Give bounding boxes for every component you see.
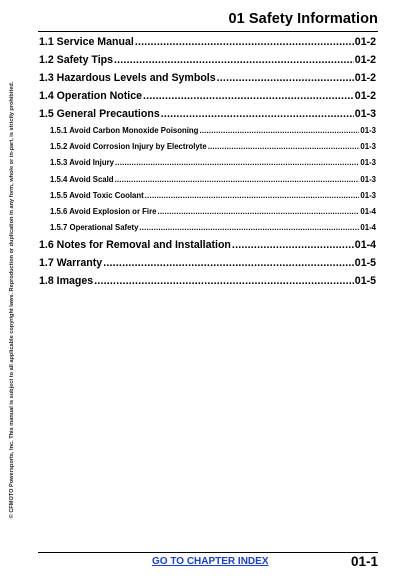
toc-entry-title: 1.5.3 Avoid Injury bbox=[50, 158, 114, 168]
toc-entry-1-5-2[interactable] bbox=[39, 142, 376, 158]
toc-leader-dots bbox=[114, 54, 354, 66]
toc-entry-title: 1.3 Hazardous Levels and Symbols bbox=[39, 72, 216, 84]
toc-entry-1-5-3[interactable] bbox=[39, 158, 376, 174]
toc-entry-page: 01-5 bbox=[354, 275, 376, 288]
toc-entry-title: 1.1 Service Manual bbox=[39, 36, 134, 48]
table-of-contents bbox=[39, 36, 376, 293]
toc-leader-dots bbox=[139, 223, 359, 232]
toc-entry-page: 01-2 bbox=[354, 36, 376, 48]
toc-entry-title: 1.5.1 Avoid Carbon Monoxide Poisoning bbox=[50, 126, 199, 135]
toc-entry-1-4[interactable] bbox=[39, 90, 376, 108]
toc-entry-page: 01-3 bbox=[360, 126, 376, 135]
copyright-notice-text: © CFMOTO Powersports, Inc. This manual is subject to all applicable copyright laws. Reproduction or duplication in any form, whole or in-part, is strictly prohibited. bbox=[9, 81, 15, 519]
chapter-index-link[interactable]: GO TO CHAPTER INDEX bbox=[152, 556, 269, 567]
toc-entry-title: 1.4 Operation Notice bbox=[39, 90, 143, 102]
toc-entry-page: 01-4 bbox=[360, 223, 376, 233]
toc-entry-page: 01-2 bbox=[354, 90, 376, 102]
toc-entry-1-2[interactable] bbox=[39, 54, 376, 72]
copyright-notice bbox=[6, 80, 18, 520]
toc-entry-1-7[interactable] bbox=[39, 257, 376, 275]
toc-entry-1-6[interactable] bbox=[39, 239, 376, 257]
toc-entry-page: 01-3 bbox=[360, 158, 376, 168]
toc-entry-1-3[interactable] bbox=[39, 72, 376, 90]
page-number: 01-1 bbox=[350, 554, 378, 569]
toc-entry-page: 01-5 bbox=[354, 257, 376, 270]
toc-leader-dots bbox=[217, 72, 354, 84]
toc-entry-1-5-7[interactable] bbox=[39, 223, 376, 239]
toc-entry-page: 01-3 bbox=[360, 174, 376, 184]
toc-entry-title: 1.2 Safety Tips bbox=[39, 54, 113, 66]
toc-entry-title: 1.5.4 Avoid Scald bbox=[50, 174, 114, 184]
toc-entry-title: 1.5.5 Avoid Toxic Coolant bbox=[50, 190, 144, 200]
toc-entry-page: 01-3 bbox=[360, 142, 376, 152]
toc-leader-dots bbox=[208, 142, 360, 151]
toc-entry-1-5[interactable] bbox=[39, 108, 376, 126]
toc-entry-1-5-5[interactable] bbox=[39, 191, 376, 207]
toc-entry-title: 1.6 Notes for Removal and Installation bbox=[39, 239, 231, 252]
toc-entry-1-5-1[interactable] bbox=[39, 126, 376, 142]
toc-entry-title: 1.5.6 Avoid Explosion or Fire bbox=[50, 206, 157, 216]
toc-entry-page: 01-4 bbox=[354, 239, 376, 252]
toc-leader-dots bbox=[115, 158, 359, 167]
toc-leader-dots bbox=[157, 207, 359, 216]
toc-entry-page: 01-3 bbox=[354, 108, 376, 120]
footer-divider bbox=[38, 552, 378, 553]
toc-entry-1-5-6[interactable] bbox=[39, 207, 376, 223]
toc-leader-dots bbox=[199, 126, 359, 135]
toc-leader-dots bbox=[115, 175, 360, 184]
toc-leader-dots bbox=[145, 191, 360, 200]
toc-leader-dots bbox=[161, 108, 354, 120]
toc-entry-page: 01-2 bbox=[354, 72, 376, 84]
toc-leader-dots bbox=[103, 257, 354, 269]
header-divider bbox=[38, 31, 378, 32]
toc-entry-title: 1.5 General Precautions bbox=[39, 108, 160, 120]
toc-leader-dots bbox=[135, 36, 354, 48]
toc-entry-1-5-4[interactable] bbox=[39, 175, 376, 191]
toc-entry-title: 1.8 Images bbox=[39, 275, 94, 288]
toc-entry-page: 01-4 bbox=[360, 206, 376, 216]
chapter-title: 01 Safety Information bbox=[228, 11, 378, 27]
toc-entry-title: 1.5.2 Avoid Corrosion Injury by Electrolyte bbox=[50, 142, 207, 152]
toc-leader-dots bbox=[94, 275, 354, 287]
toc-entry-1-1[interactable] bbox=[39, 36, 376, 54]
toc-entry-title: 1.7 Warranty bbox=[39, 257, 103, 270]
toc-entry-page: 01-3 bbox=[360, 190, 376, 200]
toc-leader-dots bbox=[143, 90, 354, 102]
toc-leader-dots bbox=[232, 239, 354, 251]
toc-entry-title: 1.5.7 Operational Safety bbox=[50, 223, 139, 233]
toc-entry-page: 01-2 bbox=[354, 54, 376, 66]
toc-entry-1-8[interactable] bbox=[39, 275, 376, 293]
